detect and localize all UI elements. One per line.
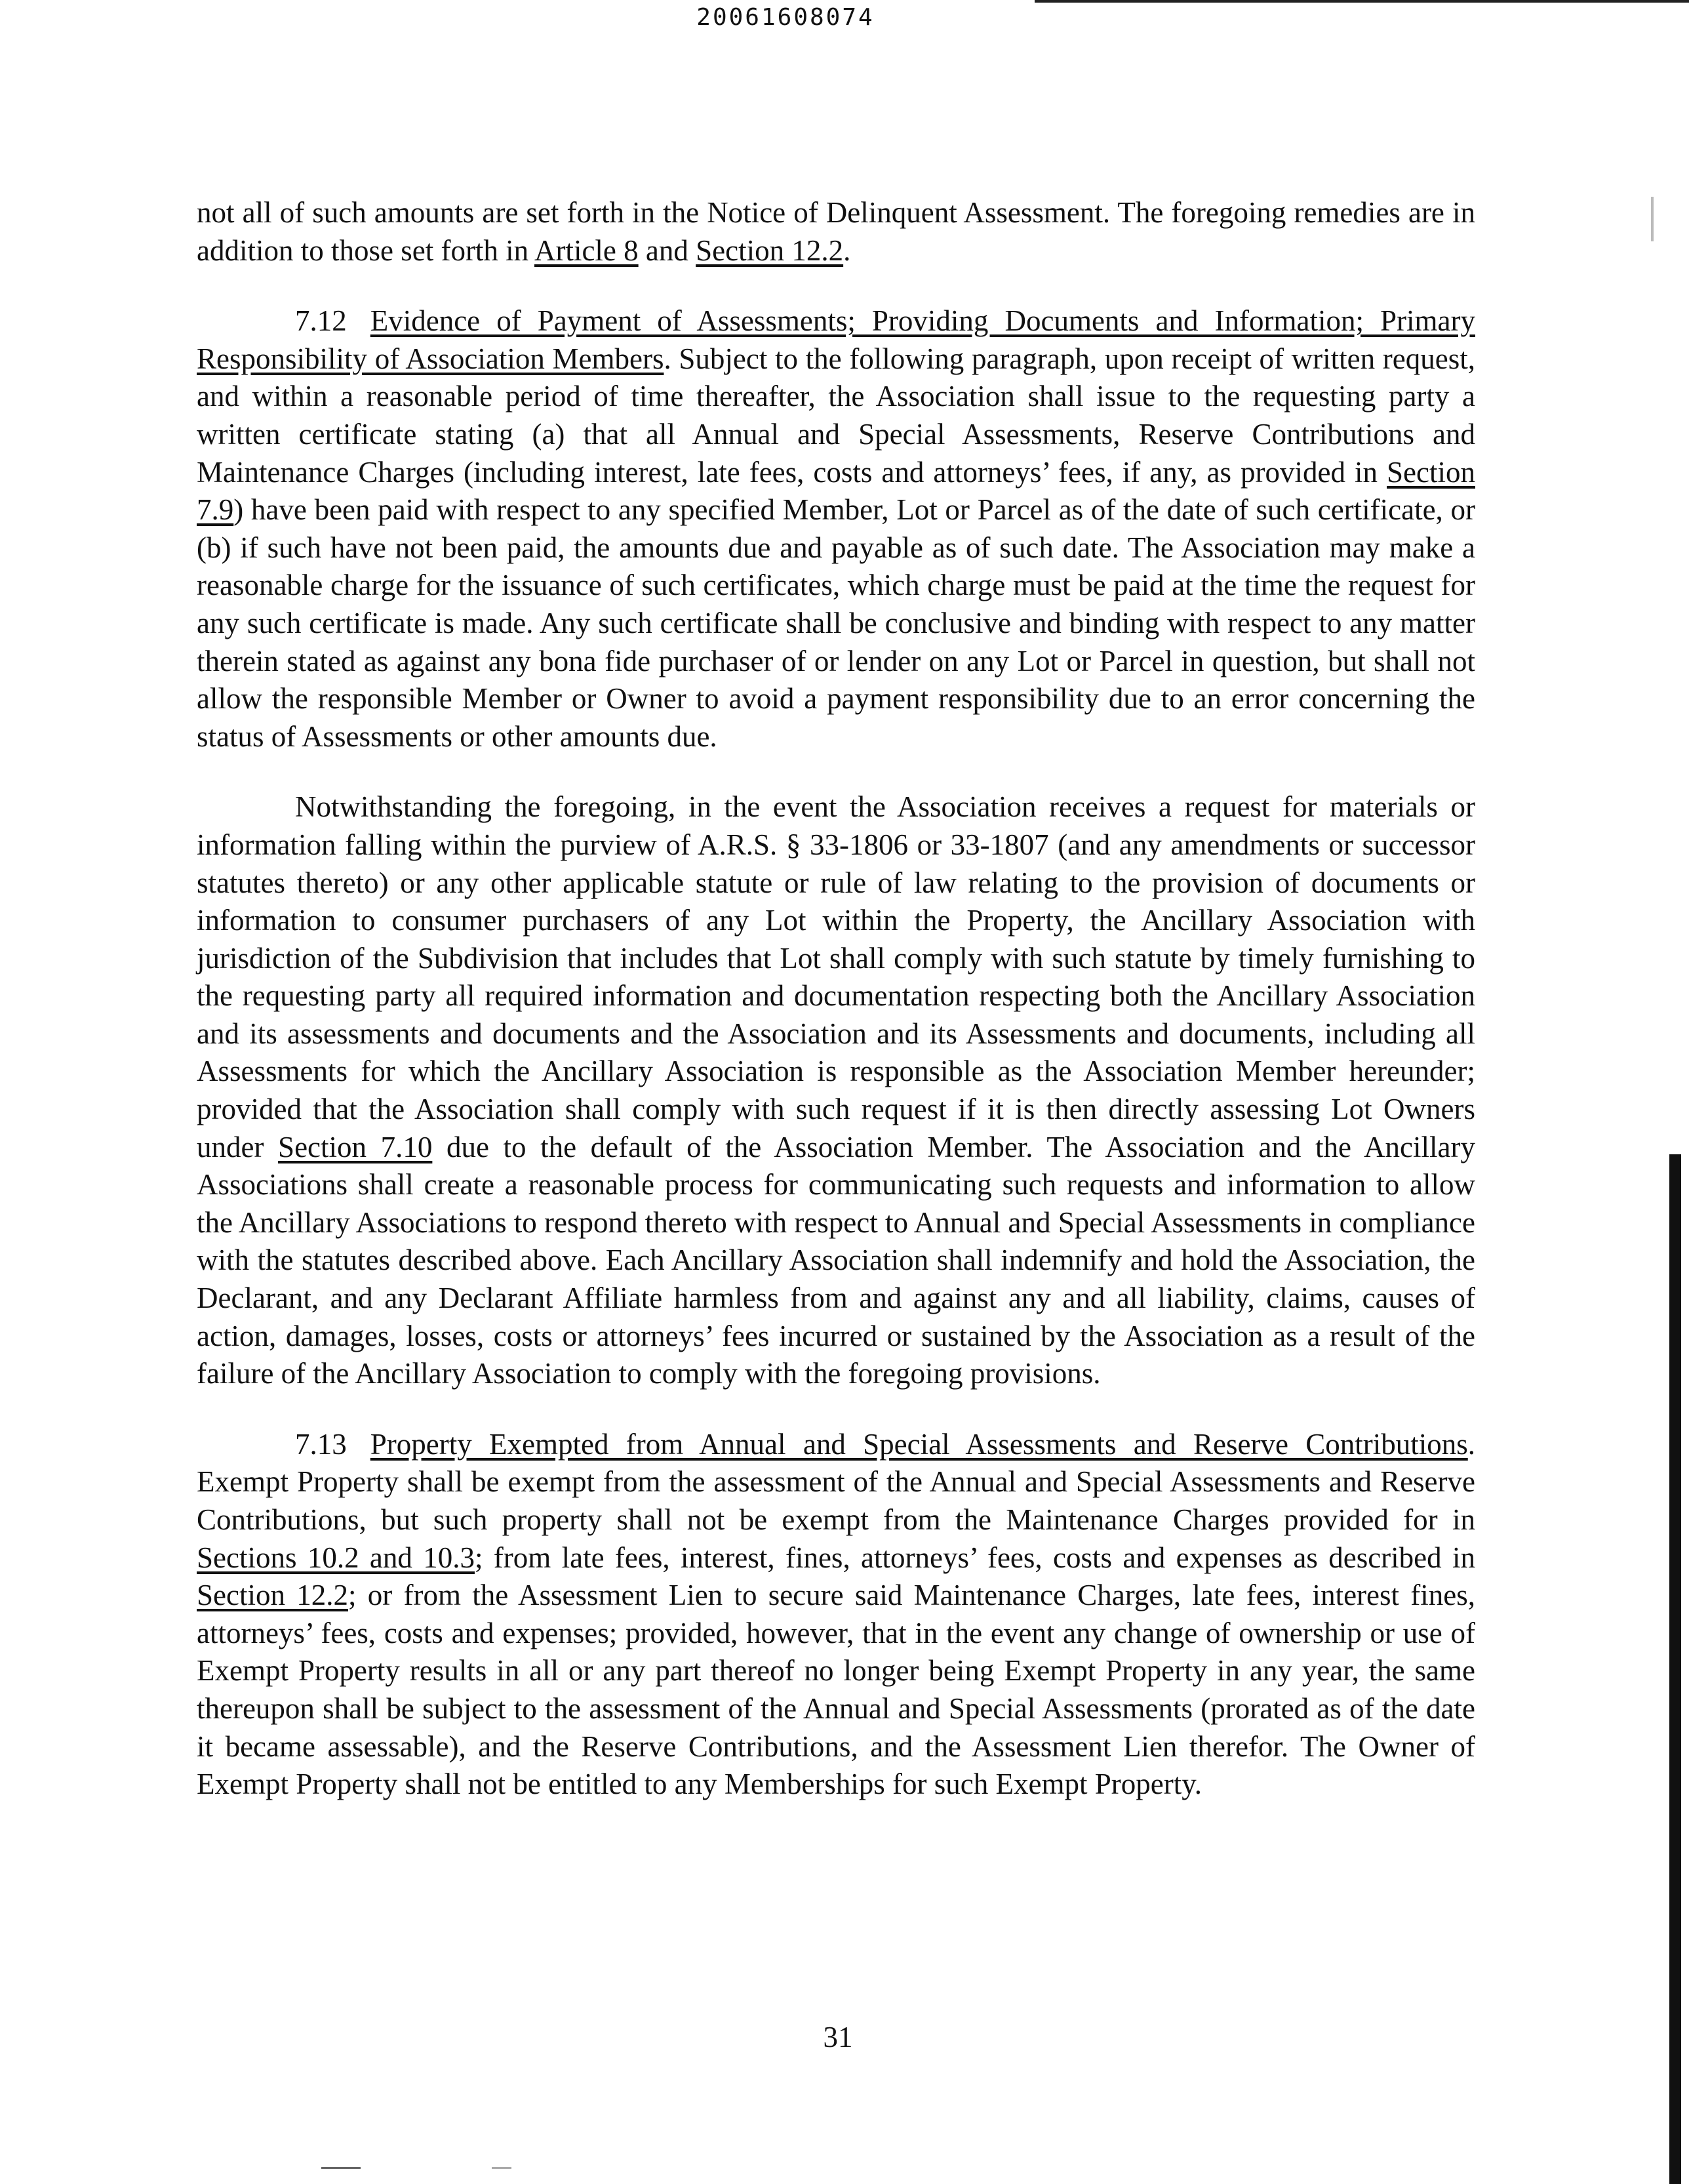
section-number: 7.13 [295, 1427, 347, 1461]
scan-artifact [492, 2167, 511, 2169]
notwithstanding-paragraph [197, 788, 1475, 1393]
section-7-9-reference: Section 7.9 [197, 455, 1475, 527]
page-body [197, 194, 1475, 1804]
article-8-reference: Article 8 [534, 233, 639, 267]
section-number: 7.12 [295, 304, 347, 338]
paragraph-text: due to the default of the Association Member. The Association and the Ancillary Associations shall create a reasonable process for communicating such requests and information to allow the Ancillary Associations to respond thereto with respect to Annual and Special Assessments in compliance with the statutes described above. Each Ancillary Association shall indemnify and hold the Association, the Declarant, and any Declarant Affiliate harmless from and against any and all liability, claims, causes of action, damages, losses, costs or attorneys’ fees incurred or sustained by the Association as a result of the failure of the Ancillary Association to comply with the foregoing provisions. [197, 1130, 1475, 1390]
paragraph-text: . Exempt Property shall be exempt from the assessment of the Annual and Special Assessments and Reserve Contributions, but such property shall not be exempt from the Maintenance Charges provided for in [197, 1427, 1475, 1536]
paragraph-text: . Subject to the following paragraph, upon receipt of written request, and within a reasonable period of time thereafter, the Association shall issue to the requesting party a written certificate stating (a) that all Annual and Special Assessments, Reserve Contributions and Maintenance Charges (including interest, late fees, costs and attorneys’ fees, if any, as provided in [197, 342, 1475, 489]
paragraph-text: . [843, 233, 851, 267]
paragraph-text: ; from late fees, interest, fines, attorneys’ fees, costs and expenses as described in [474, 1541, 1475, 1574]
scan-artifact [321, 2167, 361, 2169]
section-heading: Evidence of Payment of Assessments; Providing Documents and Information; Primary Responsibility of Association Members [197, 304, 1475, 375]
page-number: 31 [823, 2021, 853, 2053]
paragraph-text: Notwithstanding the foregoing, in the event the Association receives a request for materials or information falling within the purview of A.R.S. § 33-1806 or 33-1807 (and any amendments or successor statutes thereto) or any other applicable statute or rule of law relating to the provision of documents or information to consumer purchasers of any Lot within the Property, the Ancillary Association with jurisdiction of the Subdivision that includes that Lot shall comply with such statute by timely furnishing to the requesting party all required information and documentation respecting both the Ancillary Association and its assessments and documents and the Association and its Assessments and documents, including all Assessments for which the Ancillary Association is responsible as the Association Member hereunder; provided that the Association shall comply with such request if it is then directly assessing Lot Owners under [197, 790, 1475, 1163]
section-7-12 [197, 302, 1475, 756]
paragraph-continuation [197, 194, 1475, 270]
paragraph-text: not all of such amounts are set forth in the Notice of Delinquent Assessment. The foregoing remedies are in addition to those set forth in [197, 196, 1475, 267]
section-heading: Property Exempted from Annual and Special Assessments and Reserve Contributions [370, 1427, 1468, 1461]
sections-10-2-10-3-reference: Sections 10.2 and 10.3 [197, 1541, 475, 1574]
section-12-2-reference: Section 12.2 [197, 1579, 348, 1612]
section-7-10-reference: Section 7.10 [278, 1130, 433, 1163]
margin-mark [1651, 197, 1654, 241]
paragraph-text: ) have been paid with respect to any specified Member, Lot or Parcel as of the date of such certificate, or (b) if such have not been paid, the amounts due and payable as of such date. The Association may make a reasonable charge for the issuance of such certificates, which charge must be paid at the time the request for any such certificate is made. Any such certificate shall be conclusive and binding with respect to any matter therein stated as against any bona fide purchaser of or lender on any Lot or Parcel in question, but shall not allow the responsible Member or Owner to avoid a payment responsibility due to an error concerning the status of Assessments or other amounts due. [197, 493, 1475, 753]
section-12-2-reference: Section 12.2 [696, 233, 844, 267]
top-rule [1035, 0, 1689, 3]
paragraph-text: and [638, 233, 696, 267]
paragraph-text: ; or from the Assessment Lien to secure said Maintenance Charges, late fees, interest fines, attorneys’ fees, costs and expenses; provided, however, that in the event any change of ownership or use of Exempt Property results in all or any part thereof no longer being Exempt Property in any year, the same thereupon shall be subject to the assessment of the Annual and Special Assessments (prorated as of the date it became assessable), and the Reserve Contributions, and the Assessment Lien therefor. The Owner of Exempt Property shall not be entitled to any Memberships for such Exempt Property. [197, 1579, 1475, 1801]
section-7-13 [197, 1426, 1475, 1804]
document-number: 20061608074 [696, 4, 875, 31]
